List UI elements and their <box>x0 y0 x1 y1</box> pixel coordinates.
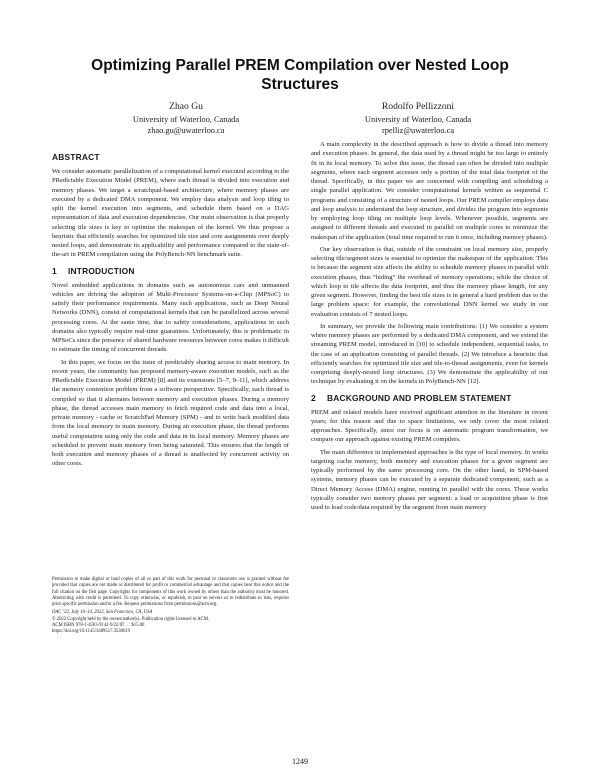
paragraph: Novel embedded applications in domains such as autonomous cars and unmanned vehicles are driving the adoption of Multi-Processor Systems-on-a-Chip (MPSoC) to satisfy their performance requirements. Many such applications, such as Deep Neural Networks (DNN), consist of computational kernels that can be parallelized across several processing cores. At the same time, due to safety considerations, applications in such domains also typically require real-time guarantees. Unfortunately, this is problematic in MPSoCs since the presence of shared hardware resources between cores makes it difficult to estimate the timing of concurrent threads. <box>52 281 289 354</box>
section-number: 2 <box>311 392 316 403</box>
author-affiliation: University of Waterloo, Canada <box>364 115 472 124</box>
abstract-heading: ABSTRACT <box>52 152 100 162</box>
section-heading-background <box>311 393 548 404</box>
paragraph: The main difference in implemented approaches is the type of local memory. In works targeting cache memory, both memory and execution phases for a given segment are typically performed by the same processing core. On the other hand, in SPM-based systems, memory phases can be executed by a separate dedicated component, such as a Direct Memory Access (DMA) engine, running in parallel with the cores. These works typically consider two memory phases per segment: a load or acquisition phase is first used to load code/data required by the segment from main memory <box>311 448 548 511</box>
permission-footnote <box>52 577 289 636</box>
left-column <box>52 152 289 469</box>
section-title: INTRODUCTION <box>68 265 135 276</box>
paper-title: Optimizing Parallel PREM Compilation over Nested Loop Structures <box>91 57 509 93</box>
permission-notice: Permission to make digital or hard copies of all or part of this work for personal or classroom use is granted without fee provided that copies are not made or distributed for profit or commercial advantage and that copies bear this notice and the full citation on the first page. Copyrights for components of this work owned by others than the author(s) must be honored. Abstracting with credit is permitted. To copy otherwise, or republish, to post on servers or to redistribute to lists, requires prior specific permission and/or a fee. Request permissions from permissions@acm.org. <box>52 577 289 608</box>
conference-info: DAC ’22, July 10–14, 2022, San Francisco, CA, USA <box>52 610 153 616</box>
paragraph: PREM and related models have received significant attention in the literature in recent years; for this reason and due to space limitations, we only cover the most related approaches. Specifically, since our focus is on automatic program transformation, we compare our approach against existing PREM compilers. <box>311 408 548 444</box>
isbn-line: ACM ISBN 978-1-4503-9142-9/22/07. . . $15.00 <box>52 623 145 629</box>
section-title: BACKGROUND AND PROBLEM STATEMENT <box>327 392 512 403</box>
right-column <box>311 140 548 512</box>
author-block-2 <box>318 101 518 136</box>
author-affiliation: University of Waterloo, Canada <box>132 115 240 124</box>
author-email: zhao.gu@uwaterloo.ca <box>147 126 225 135</box>
copyright-line: © 2022 Copyright held by the owner/author(s). Publication rights licensed to ACM. <box>52 616 210 622</box>
author-email: rpelliz@uwaterloo.ca <box>381 126 455 135</box>
paragraph: In this paper, we focus on the issue of predictably sharing access to main memory. In recent years, the community has proposed memory-aware execution models, such as the PRedictable Execution Model (PREM) [8] and its extensions [5–7, 9–11], which address the memory contention problem from a software perspective. Specifically, each thread is compiled so that it alternates between memory and execution phases. During a memory phase, the thread accesses main memory to fetch required code and data into a local, private memory - cache or ScratchPad Memory (SPM) - and to write back modified data from the local memory to main memory. During an execution phase, the thread performs useful computation using only the code and data in its local memory. Memory phases are scheduled to prevent main memory from being saturated. This ensures that the length of both execution and memory phases of a thread is unaffected by concurrent activity on other cores. <box>52 358 289 468</box>
author-name: Rodolfo Pellizzoni <box>381 101 455 112</box>
author-name: Zhao Gu <box>169 101 203 112</box>
page-number: 1249 <box>292 757 308 766</box>
doi-link[interactable]: https://doi.org/10.1145/3489517.3530619 <box>52 629 130 635</box>
section-number: 1 <box>52 265 57 276</box>
author-block-1 <box>86 101 286 136</box>
paragraph: In summary, we provide the following main contributions: (1) We consider a system where memory phases are performed by a dedicated DMA component, and we extend the streaming PREM model, introduced in [10] to schedule independent, sequential tasks, to the case of an application consisting of parallel threads. (2) We introduce a heuristic that efficiently searches for optimized tile size and tile-to-thread assignments, even for kernels comprising deeply-nested loop structures. (3) We demonstrate the applicability of our technique by evaluating it on the kernels in PolyBench-NN [12]. <box>311 322 548 386</box>
paragraph: A main complexity in the described approach is how to divide a thread into memory and execution phases. In general, the data used by a thread might be too large to entirely fit in its local memory. To solve this issue, the thread can often be divided into multiple segments, where each segment accesses only a portion of the total data footprint of the thread. Specifically, in this paper we are concerned with compiling and scheduling a single parallel application. We consider computational kernels written as sequential C programs and consisting of a structure of nested loops. Our PREM compiler employs data and loop analysis to understand the loop structure, and divides the program into segments by employing loop tiling on multiple loop levels. Whenever possible, segments are assigned to different threads and executed in parallel on multiple cores to minimize the makespan of the application (total time required to run it once, including memory phases). <box>311 141 548 241</box>
abstract-text: We consider automatic parallelization of a computational kernel executed according to the PRedictable Execution Model (PREM), where each thread is divided into execution and memory phases. We target a scratchpad-based architecture, where memory phases are executed by a dedicated DMA component. We employ data analysis and loop tiling to split the kernel execution into segments, and schedule them based on a DAG representation of data and execution dependencies. Our main observation is that properly selecting tile sizes is key to optimize the makespan of the kernel. We thus propose a heuristic that efficiently searches for optimized tile size and core assignments over deeply nested loops, and demonstrate its applicability and performance compared to the state-of-the-art in PREM compilation using the PolyBench-NN benchmark suite. <box>52 168 289 259</box>
paragraph: Our key observation is that, outside of the constraint on local memory size, properly selecting tile/segment sizes is essential to optimize the makespan of the application. This is because the segment size affects the ability to schedule memory phases in parallel with execution phases, thus “hiding” the overhead of memory operations; while the choice of which loop to tile affects the data footprint, and thus the memory phase length, for any given segment. However, finding the best tile sizes is in general a hard problem due to the large problem space: for example, the convolutional DNN kernel we study in our evaluation consists of 7 nested loops. <box>311 245 548 318</box>
section-heading-introduction <box>52 266 289 277</box>
